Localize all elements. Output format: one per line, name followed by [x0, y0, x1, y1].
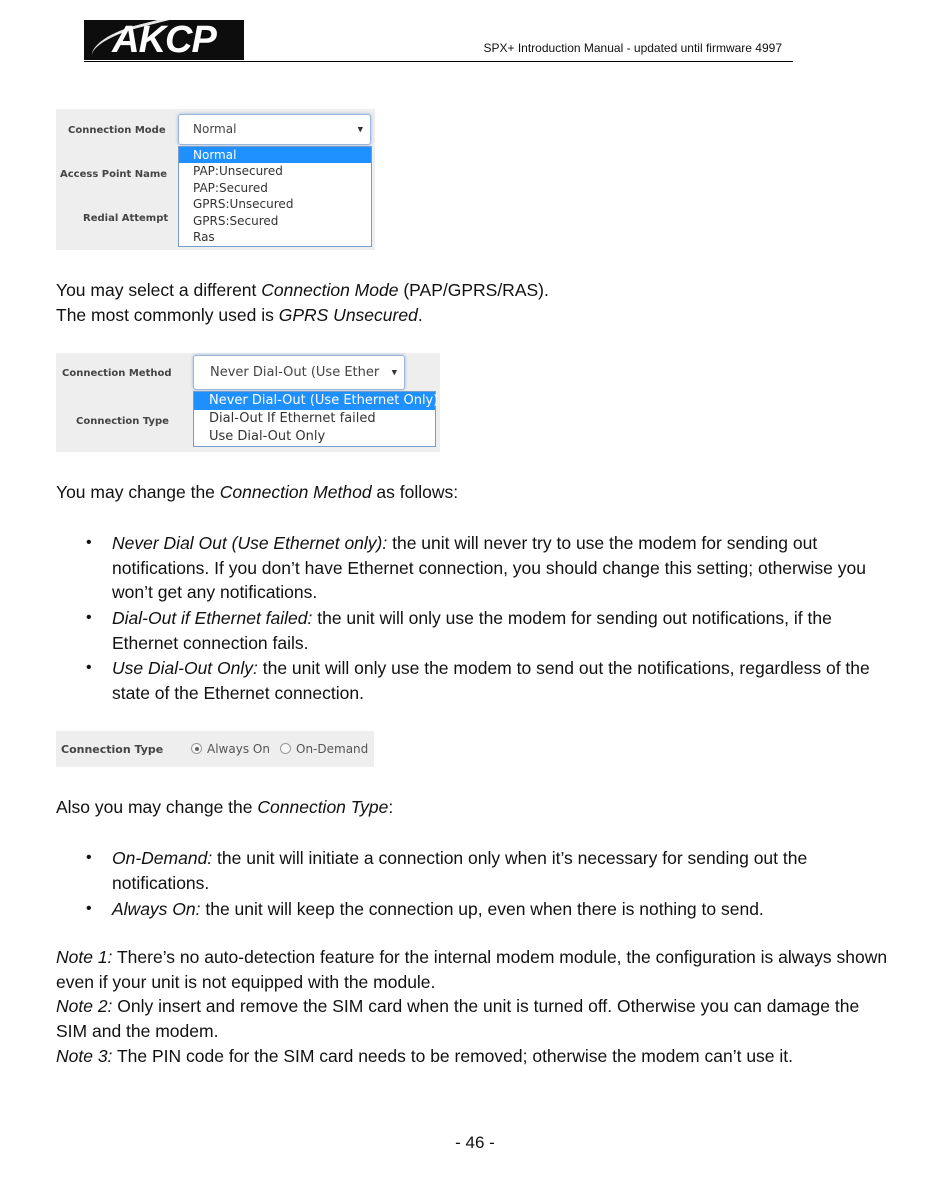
on-demand-radio-group[interactable]	[280, 742, 368, 756]
bullet-icon: •	[86, 659, 92, 676]
bullet-always-on	[86, 897, 892, 922]
bullet-use-dial-out-only	[86, 656, 892, 705]
text: as follows:	[371, 482, 459, 502]
option-normal[interactable]: Normal	[179, 147, 371, 163]
connection-method-select[interactable]	[193, 355, 405, 390]
emphasis: Note 3:	[56, 1045, 113, 1066]
connection-type-screenshot	[56, 731, 374, 767]
connection-mode-select[interactable]	[178, 114, 371, 145]
option-use-dial-out-only[interactable]: Use Dial-Out Only	[209, 429, 326, 444]
on-demand-label: On-Demand	[296, 742, 369, 756]
akcp-logo	[84, 20, 244, 60]
note-1	[56, 945, 891, 994]
bullet-dial-out-if-failed	[86, 606, 892, 655]
note-3	[56, 1044, 891, 1069]
emphasis: Always On:	[112, 899, 201, 919]
emphasis: Connection Method	[219, 482, 372, 502]
radio-checked-icon[interactable]	[191, 743, 202, 754]
text: The most commonly used is	[56, 304, 279, 325]
text: There’s no auto-detection feature for the internal modem module, the configuration is always shown even if your unit is not equipped with the module.	[56, 947, 888, 992]
emphasis: Connection Mode	[261, 280, 399, 300]
connection-method-screenshot	[56, 353, 440, 452]
radio-unchecked-icon[interactable]	[280, 743, 291, 754]
connection-method-options	[193, 391, 439, 447]
connection-method-value: Never Dial-Out (Use Ether	[210, 365, 380, 380]
connection-method-label: Connection Method	[62, 368, 172, 379]
bullet-never-dial-out	[86, 531, 892, 605]
connection-mode-value: Normal	[193, 122, 237, 136]
connection-method-paragraph	[56, 480, 896, 505]
note-2	[56, 994, 891, 1043]
text: the unit will initiate a connection only when it’s necessary for sending out the notifications.	[112, 848, 808, 893]
option-gprs-secured[interactable]: GPRS:Secured	[193, 213, 279, 228]
emphasis: GPRS Unsecured	[278, 304, 418, 325]
connection-mode-paragraph	[56, 278, 896, 327]
always-on-radio-group[interactable]	[191, 742, 270, 756]
option-ras[interactable]: Ras	[193, 229, 215, 244]
text: You may select a different	[56, 280, 262, 300]
emphasis: Never Dial Out (Use Ethernet only):	[112, 533, 388, 553]
option-gprs-unsecured[interactable]: GPRS:Unsecured	[193, 197, 294, 212]
text: .	[417, 304, 423, 325]
emphasis: Connection Type	[257, 797, 389, 817]
chevron-down-icon: ▼	[357, 125, 363, 133]
emphasis: On-Demand:	[112, 848, 213, 868]
emphasis: Dial-Out if Ethernet failed:	[112, 608, 313, 628]
text: the unit will never try to use the modem for sending out notifications. If you don’t have Ethernet connection, you should change this setting; otherwise you won’t get any notifications.	[112, 533, 866, 603]
connection-type-paragraph	[56, 795, 896, 820]
bullet-icon: •	[86, 534, 92, 551]
always-on-label: Always On	[207, 742, 270, 756]
text: The PIN code for the SIM card needs to be removed; otherwise the modem can’t use it.	[112, 1045, 794, 1066]
bullet-on-demand	[86, 846, 892, 895]
header-title: SPX+ Introduction Manual - updated until firmware 4997	[483, 41, 782, 55]
bullet-icon: •	[86, 849, 92, 866]
access-point-name-label: Access Point Name	[60, 169, 168, 180]
text: the unit will only use the modem to send out the notifications, regardless of the state of the Ethernet connection.	[112, 658, 870, 703]
text: the unit will keep the connection up, even when there is nothing to send.	[200, 899, 764, 919]
page-number: - 46 -	[455, 1133, 495, 1152]
connection-mode-options	[178, 146, 372, 247]
text: Also you may change the	[56, 797, 258, 817]
option-never-dial-out[interactable]: Never Dial-Out (Use Ethernet Only)	[194, 392, 435, 410]
text: You may change the	[56, 482, 220, 502]
text: Only insert and remove the SIM card when the unit is turned off. Otherwise you can damage the SIM and the modem.	[56, 996, 860, 1042]
notes-block	[56, 945, 891, 1069]
connection-type-label: Connection Type	[61, 743, 164, 756]
option-pap-unsecured[interactable]: PAP:Unsecured	[193, 164, 283, 179]
text: (PAP/GPRS/RAS).	[398, 280, 549, 300]
bullet-icon: •	[86, 609, 92, 626]
connection-type-label: Connection Type	[76, 416, 169, 427]
connection-mode-screenshot	[56, 109, 375, 250]
chevron-down-icon: ▼	[391, 368, 397, 376]
text: the unit will only use the modem for sending out notifications, if the Ethernet connection fails.	[112, 608, 832, 653]
option-pap-secured[interactable]: PAP:Secured	[193, 180, 268, 195]
header-divider	[84, 61, 793, 62]
logo-text: AKCP	[112, 20, 216, 60]
option-dial-out-if-ethernet-failed[interactable]: Dial-Out If Ethernet failed	[209, 411, 376, 426]
bullet-icon: •	[86, 900, 92, 917]
emphasis: Note 2:	[56, 996, 113, 1017]
connection-mode-label: Connection Mode	[68, 125, 166, 136]
emphasis: Use Dial-Out Only:	[112, 658, 258, 678]
redial-attempt-label: Redial Attempt	[83, 213, 169, 224]
text: :	[388, 797, 394, 817]
emphasis: Note 1:	[56, 947, 113, 967]
